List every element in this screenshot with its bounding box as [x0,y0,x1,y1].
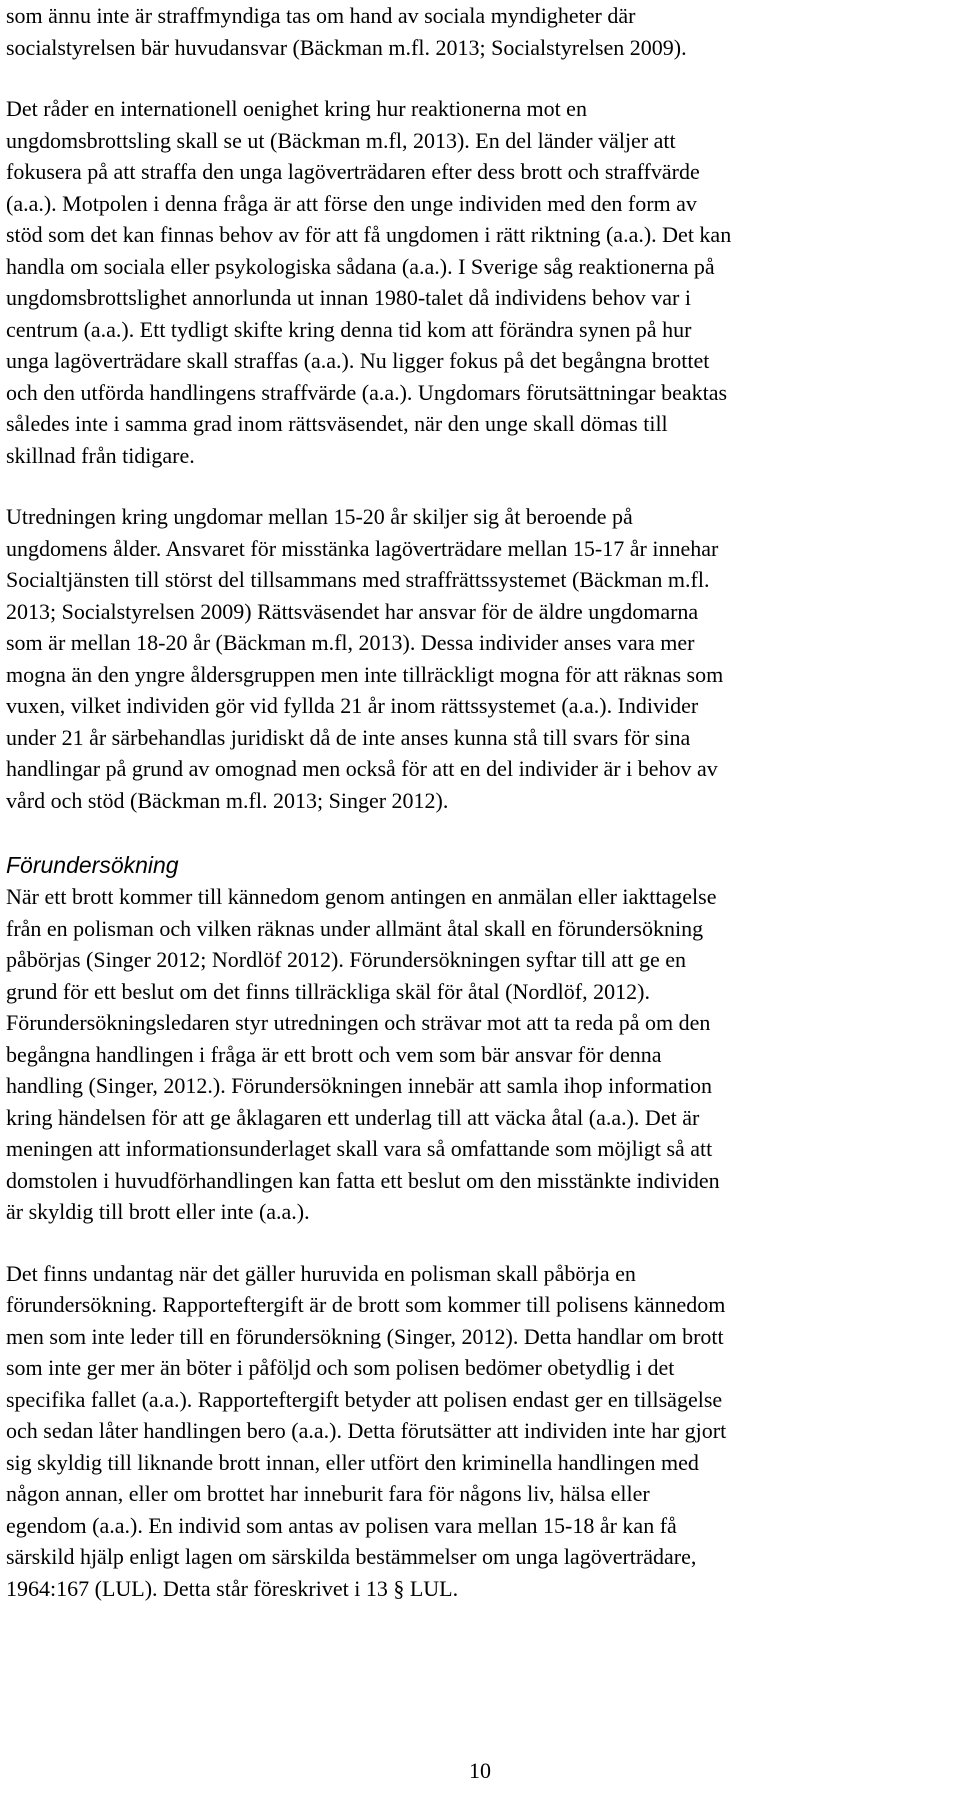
paragraph-international-reactions: Det råder en internationell oenighet kring hur reaktionerna mot en ungdomsbrottsling skall se ut (Bäckman m.fl, 2013). En del länder väljer att fokusera på att straffa den unga lagöverträdaren efter dess brott och straffvärde (a.a.). Motpolen i denna fråga är att förse den unge individen med den form av stöd som det kan finnas behov av för att få ungdomen i rätt riktning (a.a.). Det kan handla om sociala eller psykologiska sådana (a.a.). I Sverige såg reaktionerna på ungdomsbrottslighet annorlunda ut innan 1980-talet då individens behov var i centrum (a.a.). Ett tydligt skifte kring denna tid kom att förändra synen på hur unga lagöverträdare skall straffas (a.a.). Nu ligger fokus på det begångna brottet och den utförda handlingens straffvärde (a.a.). Ungdomars förutsättningar beaktas således inte i samma grad inom rättsväsendet, när den unge skall dömas till skillnad från tidigare. [6,96,732,468]
paragraph-preliminary-investigation: När ett brott kommer till kännedom genom antingen en anmälan eller iakttagelse från en polisman och vilken räknas under allmänt åtal skall en förundersökning påbörjas (Singer 2012; Nordlöf 2012). Förundersökningen syftar till att ge en grund för ett beslut om det finns tillräckliga skäl för åtal (Nordlöf, 2012). Förundersökningsledaren styr utredningen och strävar mot att ta reda på om den begångna handlingen i fråga är ett brott och vem som bär ansvar för denna handling (Singer, 2012.). Förundersökningen innebär att samla ihop information kring händelsen för att ge åklagaren ett underlag till att väcka åtal (a.a.). Det är meningen att informationsunderlaget skall vara så omfattande som möjligt så att domstolen i huvudförhandlingen kan fatta ett beslut om den misstänkte individen är skyldig till brott eller inte (a.a.). [6,884,720,1224]
paragraph-exceptions: Det finns undantag när det gäller huruvida en polisman skall påbörja en förundersökning. Rapporteftergift är de brott som kommer till polisens kännedom men som inte leder till en förundersökning (Singer, 2012). Detta handlar om brott som inte ger mer än böter i påföljd och som polisen bedömer obetydlig i det specifika fallet (a.a.). Rapporteftergift betyder att polisen endast ger en tillsägelse och sedan låter handlingen bero (a.a.). Detta förutsätter att individen inte har gjort sig skyldig till liknande brott innan, eller utfört den kriminella handlingen med någon annan, eller om brottet har inneburit fara för någons liv, hälsa eller egendom (a.a.). En individ som antas av polisen vara mellan 15-18 år kan få särskild hjälp enligt lagen om särskilda bestämmelser om unga lagöverträdare, 1964:167 (LUL). Detta står föreskrivet i 13 § LUL. [6,1260,727,1601]
paragraph-age-investigation: Utredningen kring ungdomar mellan 15-20 år skiljer sig åt beroende på ungdomens ålder. Ansvaret för misstänka lagöverträdare mellan 15-17 år innehar Socialtjänsten till störst del tillsammans med straffrättssystemet (Bäckman m.fl. 2013; Socialstyrelsen 2009) Rättsväsendet har ansvar för de äldre ungdomarna som är mellan 18-20 år (Bäckman m.fl, 2013). Dessa individer anses vara mer mogna än den yngre åldersgruppen men inte tillräckligt mogna för att räknas som vuxen, vilket individen gör vid fyllda 21 år inom rättssystemet (a.a.). Individer under 21 år särbehandlas juridiskt då de inte anses kunna stå till svars för sina handlingar på grund av omognad men också för att en del individer är i behov av vård och stöd (Bäckman m.fl. 2013; Singer 2012). [6,504,724,813]
document-page [6,0,946,1604]
section-heading-forundersokning: Förundersökning [6,852,179,878]
paragraph-intro-continuation: som ännu inte är straffmyndiga tas om hand av sociala myndigheter där socialstyrelsen bär huvudansvar (Bäckman m.fl. 2013; Socialstyrelsen 2009). [6,3,687,60]
page-number: 10 [469,1758,491,1783]
